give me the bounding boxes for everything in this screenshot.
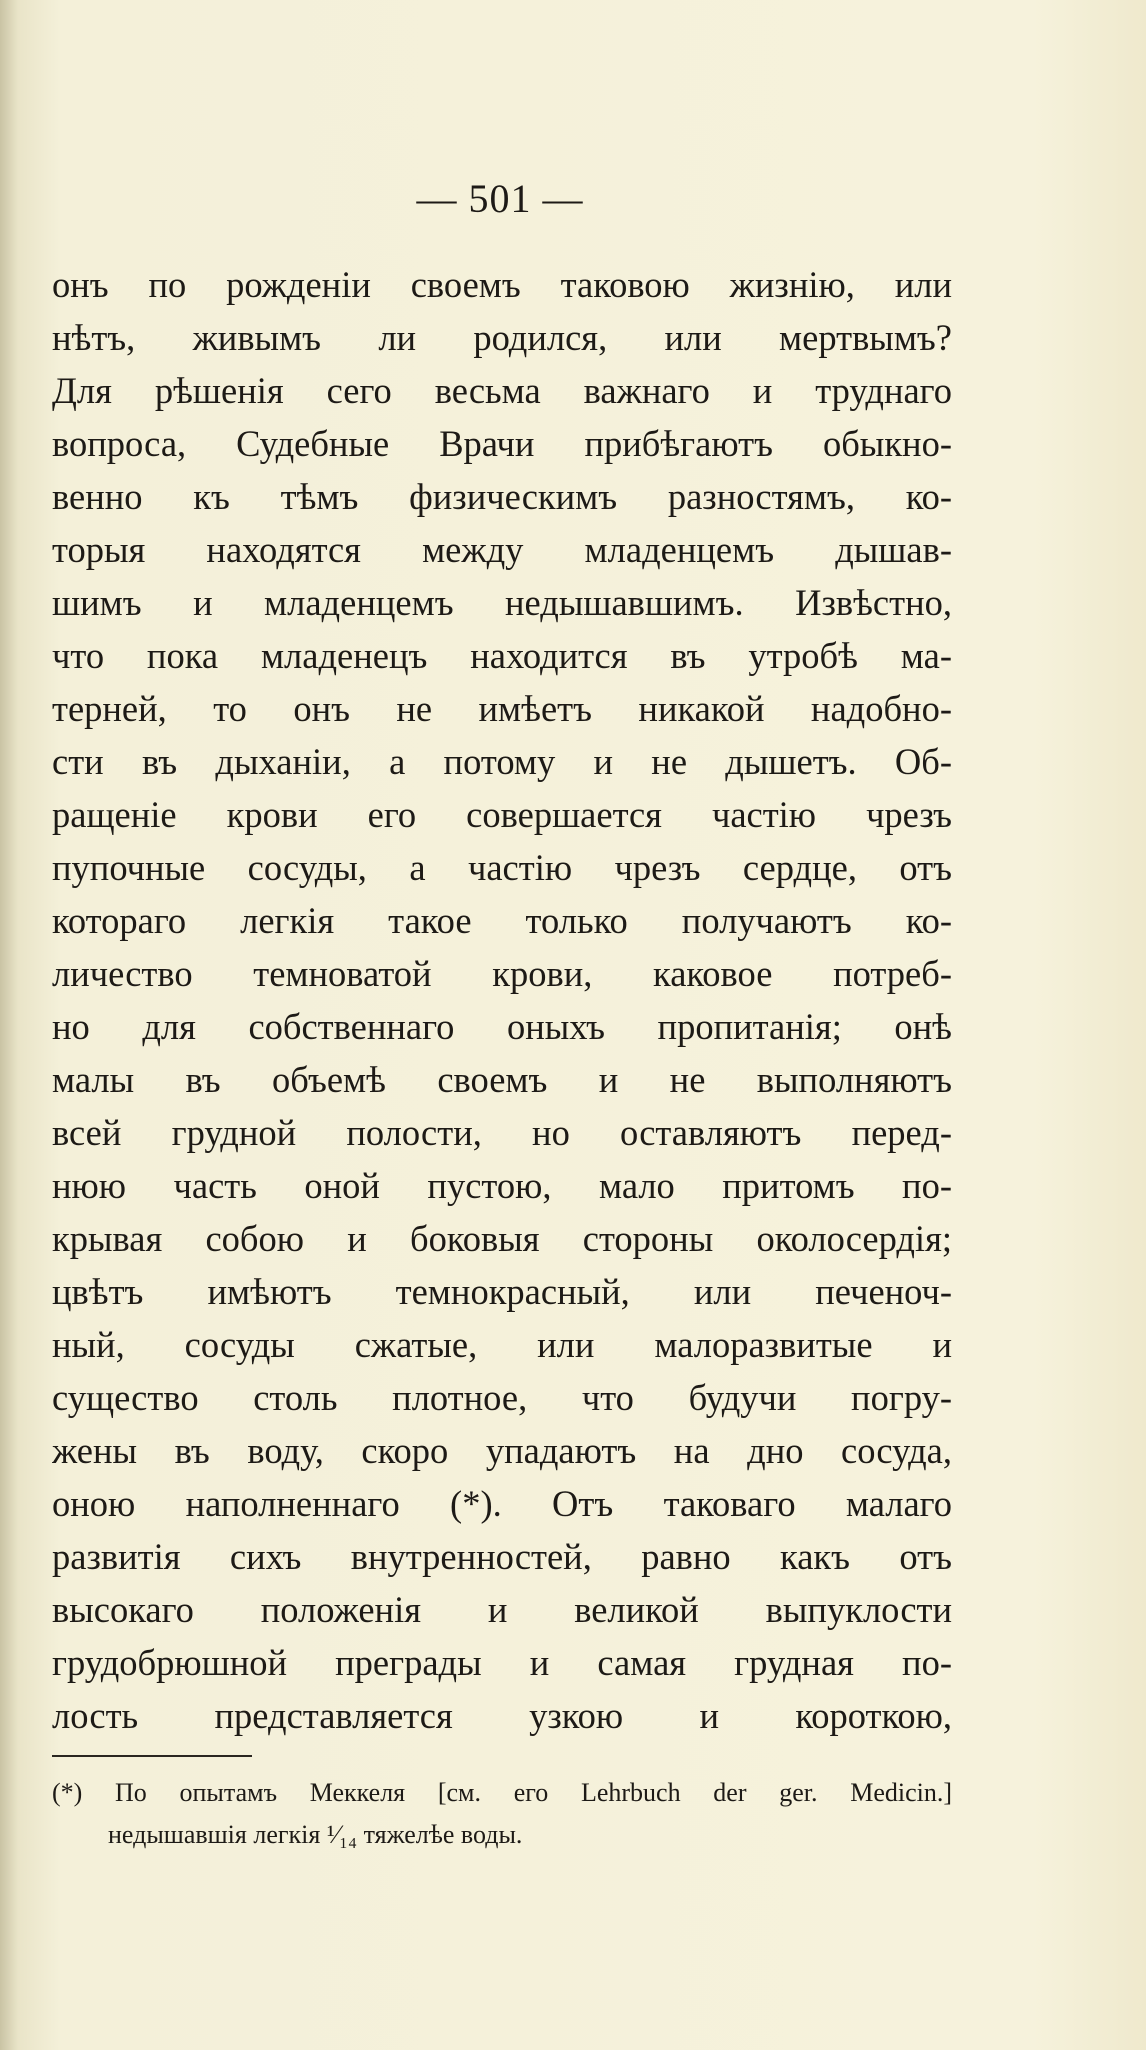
page-number: — 501 —	[416, 176, 584, 221]
text-line: грудобрюшной преграды и самая грудная по-	[52, 1642, 952, 1683]
footnote-line: (*) По опытамъ Меккеля [см. его Lehrbuch der ger. Medicin.]	[52, 1778, 952, 1807]
text-line: котораго легкія такое только получаютъ ко-	[52, 900, 952, 941]
text-line: нѣтъ, живымъ ли родился, или мертвымъ?	[52, 317, 952, 358]
text-line: оною наполненнаго (*). Отъ таковаго малаго	[52, 1483, 952, 1524]
text-line: развитія сихъ внутренностей, равно какъ отъ	[52, 1536, 952, 1577]
text-line: ный, сосуды сжатые, или малоразвитые и	[52, 1324, 952, 1365]
text-line: но для собственнаго оныхъ пропитанія; онѣ	[52, 1006, 952, 1047]
text-line: жены въ воду, скоро упадаютъ на дно сосуда,	[52, 1430, 952, 1471]
footnote-line: недышавшія легкія ¹⁄₁₄ тяжелѣе воды.	[108, 1820, 523, 1849]
body-text	[52, 258, 952, 1742]
text-line: ращеніе крови его совершается частію чрезъ	[52, 794, 952, 835]
text-line: онъ по рожденіи своемъ таковою жизнію, или	[52, 264, 952, 305]
text-line: вопроса, Судебные Врачи прибѣгаютъ обыкно-	[52, 423, 952, 464]
text-line: терней, то онъ не имѣетъ никакой надобно-	[52, 688, 952, 729]
footnote-divider	[52, 1755, 252, 1757]
footnote	[52, 1772, 952, 1856]
text-line: высокаго положенія и великой выпуклости	[52, 1589, 952, 1630]
text-line: лость представляется узкою и короткою,	[52, 1695, 952, 1736]
text-line: нюю часть оной пустою, мало притомъ по-	[52, 1165, 952, 1206]
text-line: что пока младенецъ находится въ утробѣ ма-	[52, 635, 952, 676]
text-line: пупочные сосуды, а частію чрезъ сердце, отъ	[52, 847, 952, 888]
text-line: личество темноватой крови, каковое потреб-	[52, 953, 952, 994]
text-line: существо столь плотное, что будучи погру-	[52, 1377, 952, 1418]
text-line: венно къ тѣмъ физическимъ разностямъ, ко-	[52, 476, 952, 517]
text-line: малы въ объемѣ своемъ и не выполняютъ	[52, 1059, 952, 1100]
text-line: шимъ и младенцемъ недышавшимъ. Извѣстно,	[52, 582, 952, 623]
text-line: крывая собою и боковыя стороны околосердія;	[52, 1218, 952, 1259]
text-line: Для рѣшенія сего весьма важнаго и труднаго	[52, 370, 952, 411]
text-line: цвѣтъ имѣютъ темнокрасный, или печеноч-	[52, 1271, 952, 1312]
text-line: торыя находятся между младенцемъ дышав-	[52, 529, 952, 570]
text-line: сти въ дыханіи, а потому и не дышетъ. Об-	[52, 741, 952, 782]
text-line: всей грудной полости, но оставляютъ перед-	[52, 1112, 952, 1153]
